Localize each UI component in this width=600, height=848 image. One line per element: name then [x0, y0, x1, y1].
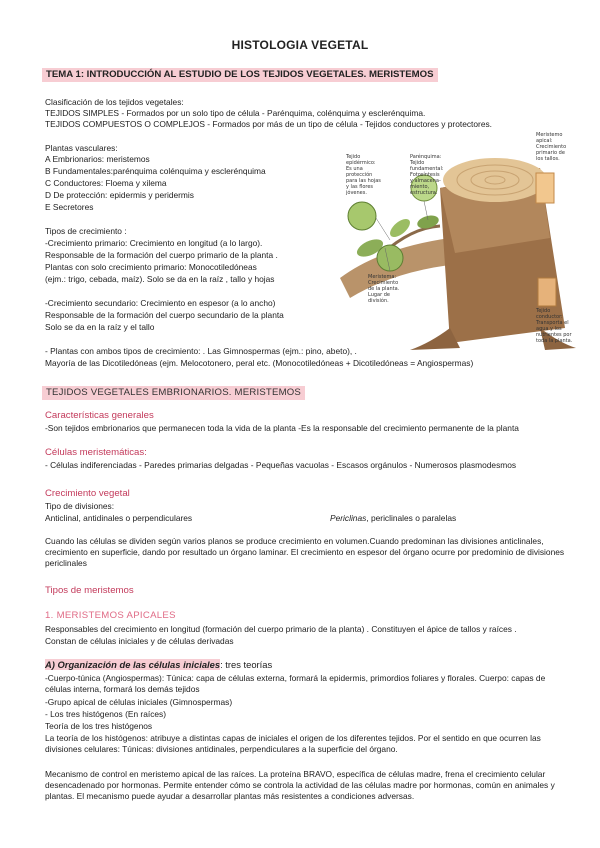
plantas-vasculares-label: Plantas vasculares:: [45, 143, 118, 153]
caracteristicas-text: -Son tejidos embrionarios que permanecen toda la vida de la planta -Es la responsable del crecimiento permanente de la planta: [45, 423, 519, 433]
caption-meristema: Meristema: Crecimiento de la planta. Lugar de división.: [368, 274, 400, 304]
grupo-apical-text: -Grupo apical de células iniciales (Gimnospermas): [45, 697, 233, 707]
vascular-item: D De protección: epidermis y peridermis: [45, 190, 194, 200]
caption-meristemo-apical: Meristemo apical: Crecimiento primario de los tallos.: [536, 132, 567, 162]
epidermis-detail-circle: [348, 202, 376, 230]
teoria-label: Teoría de los tres histógenos: [45, 721, 153, 731]
secundario-line: -Crecimiento secundario: Crecimiento en espesor (a lo ancho): [45, 298, 276, 308]
apicales-line: Responsables del crecimiento en longitud (formación del cuerpo primario de la planta) . Constituyen el ápice de tallos y raíces .: [45, 624, 517, 634]
clasificacion-label: Clasificación de los tejidos vegetales:: [45, 97, 184, 107]
tissue-sample-rect: [538, 278, 556, 306]
primario-line: (ejm.: trigo, cebada, maíz). Solo se da en la raíz , tallo y hojas: [45, 274, 275, 284]
celulas-text: - Células indiferenciadas - Paredes primarias delgadas - Pequeñas vacuolas - Escasos orgánulos - Numerosos plasmodesmos: [45, 460, 517, 470]
ambos-line: - Plantas con ambos tipos de crecimiento: . Las Gimnospermas (ejm.: pino, abeto), .: [45, 346, 357, 356]
crecimiento-paragraph: Cuando las células se dividen según varios planos se produce crecimiento en volumen.Cuando predominan las divisiones anticlinales, crecimiento en superficie, dando por resultado un órgano laminar. El crecimiento en espesor del órgano ocurre por predominio de divisiones periclinales: [45, 536, 565, 568]
page-title: HISTOLOGIA VEGETAL: [231, 38, 369, 52]
organizacion-heading: A) Organización de las células iniciales: [45, 659, 221, 670]
secundario-line: Responsable de la formación del cuerpo secundario de la planta: [45, 310, 284, 320]
primario-line: Plantas con solo crecimiento primario: Monocotiledóneas: [45, 262, 257, 272]
embrionarios-heading: TEJIDOS VEGETALES EMBRIONARIOS. MERISTEMOS: [42, 386, 305, 400]
tejidos-simples: TEJIDOS SIMPLES - Formados por un solo tipo de célula - Parénquima, colénquima y esclerénquima.: [45, 108, 426, 118]
leaf-shape: [416, 213, 440, 230]
tejidos-compuestos: TEJIDOS COMPUESTOS O COMPLEJOS - Formados por más de un tipo de célula - Tejidos conductores y protectores.: [45, 119, 492, 129]
vascular-item: C Conductores: Floema y xilema: [45, 178, 167, 188]
caption-epidermico: Tejido epidérmico: Es una protección para las hojas y las flores jóvenes.: [346, 154, 381, 196]
vascular-item: A Embrionarios: meristemos: [45, 154, 150, 164]
caption-tejido-conductor: Tejido conductor: Transporta el agua y los nutrientes por toda la planta.: [536, 308, 573, 344]
tree-trunk-illustration: [340, 128, 576, 354]
connector-line: [376, 218, 390, 240]
periclinales-rest: , periclinales o paralelas: [366, 513, 457, 523]
ambos-line: Mayoría de las Dicotiledóneas (ejm. Melocotonero, peral etc. (Monocotiledóneas + Dicotiledóneas = Angiospermas): [45, 358, 474, 368]
tissue-sample-rect: [536, 173, 554, 203]
celulas-heading: Células meristemáticas:: [45, 447, 147, 458]
apicales-line: Constan de células iniciales y de células derivadas: [45, 636, 234, 646]
plant-tissue-illustration: [340, 128, 576, 354]
meristem-detail-circle: [377, 245, 403, 271]
cuerpo-tunica-text: -Cuerpo-túnica (Angiospermas): Túnica: capa de células externa, formará la epidermis, primordios foliares y florales. Cuerpo: capas de células interna, formará los demás tejidos: [45, 673, 546, 694]
periclinas-italic: Periclinas: [330, 513, 367, 523]
tipo-divisiones: Tipo de divisiones:: [45, 501, 115, 511]
tres-histogenos-text: - Los tres histógenos (En raíces): [45, 709, 167, 719]
divisiones-periclinales: [330, 513, 456, 524]
mecanismo-text: Mecanismo de control en meristemo apical de las raíces. La proteína BRAVO, específica de células madre, frena el crecimiento celular desencadenado por hormonas. Permite entender cómo se controla la actividad de las células madre por hormonas, común en animales y plantas. El mecanismo puede ayudar a desarrollar plantas más resistentes a condiciones adversas.: [45, 769, 555, 801]
primario-line: Responsable de la formación del cuerpo primario de la planta .: [45, 250, 278, 260]
crecimiento-vegetal-heading: Crecimiento vegetal: [45, 488, 130, 499]
divisiones-anticlinales: Anticlinal, antidinales o perpendiculares: [45, 513, 193, 523]
tipos-meristemos-heading: Tipos de meristemos: [45, 585, 134, 596]
vascular-item: E Secretores: [45, 202, 94, 212]
organizacion-heading-line: [45, 659, 272, 670]
vascular-item: B Fundamentales:parénquima colénquima y esclerénquima: [45, 166, 266, 176]
tema-heading: TEMA 1: INTRODUCCIÓN AL ESTUDIO DE LOS TEJIDOS VEGETALES. MERISTEMOS: [42, 68, 438, 82]
teoria-text: La teoría de los histógenos: atribuye a distintas capas de iniciales el origen de los diferentes tejidos. Por el sentido en que ocurren las divisiones celulares: Túnicas: divisiones antidinales, perpendiculares a la superficie del órgano.: [45, 733, 541, 754]
secundario-line: Solo se da en la raíz y el tallo: [45, 322, 155, 332]
meristemos-apicales-heading: 1. MERISTEMOS APICALES: [45, 610, 176, 621]
primario-line: -Crecimiento primario: Crecimiento en longitud (a lo largo).: [45, 238, 263, 248]
organizacion-suffix: : tres teorías: [220, 659, 273, 670]
crecimiento-label: Tipos de crecimiento :: [45, 226, 127, 236]
caption-parenquima: Parénquima: Tejido fundamental: Fotosíntesis y almacena- miento, estructura.: [410, 154, 444, 196]
caracteristicas-heading: Características generales: [45, 410, 154, 421]
